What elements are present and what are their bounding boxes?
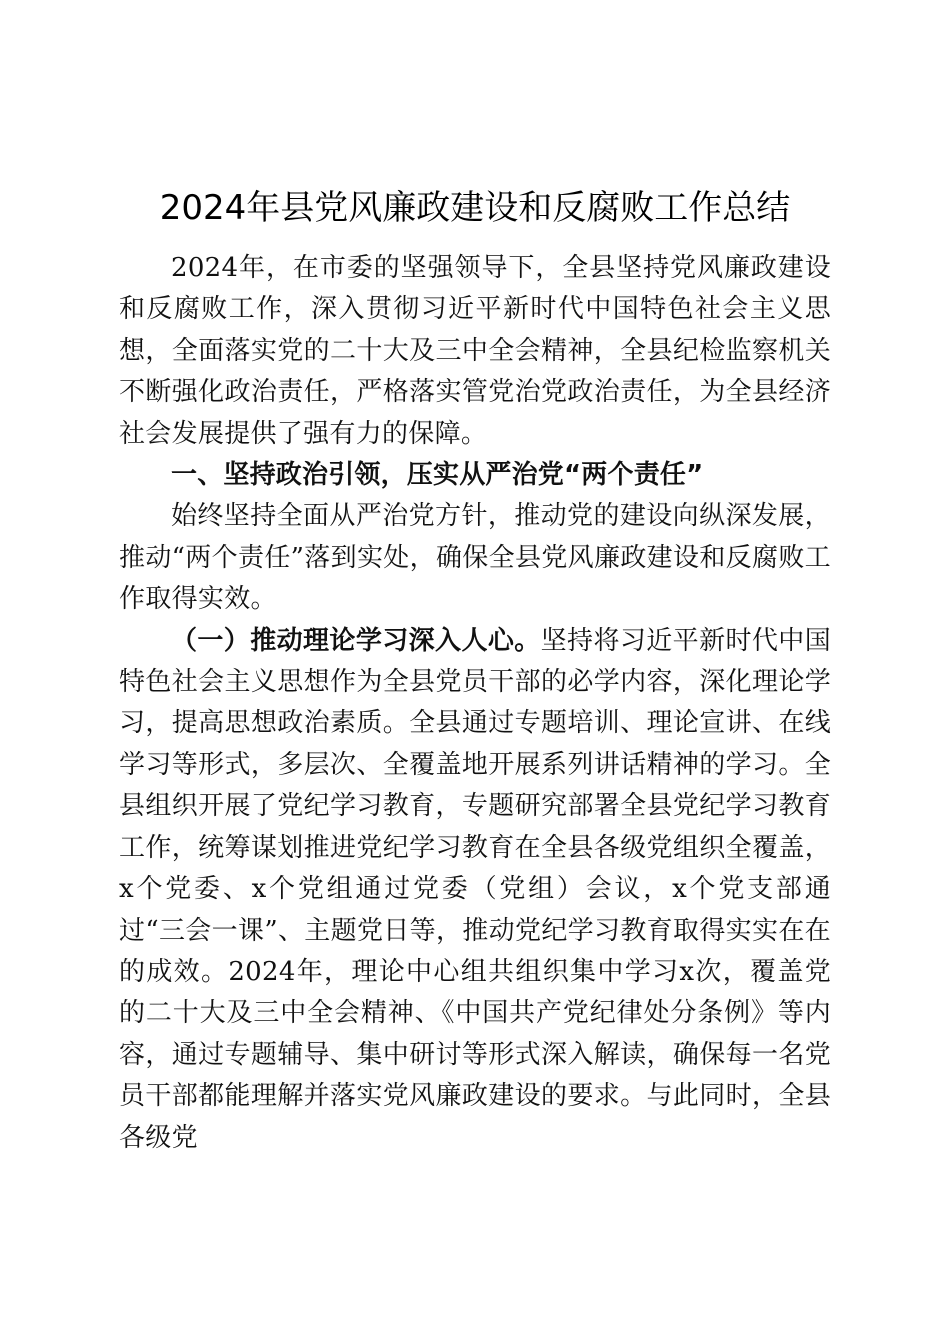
document-title: 2024年县党风廉政建设和反腐败工作总结 [159, 188, 791, 228]
section-heading: 一、坚持政治引领，压实从严治党“两个责任” [171, 460, 704, 491]
subsection-lead: （一）推动理论学习深入人心。 [171, 625, 541, 656]
document-body [119, 248, 831, 1159]
intro-paragraph: 2024年，在市委的坚强领导下，全县坚持党风廉政建设和反腐败工作，深入贯彻习近平新时代中国特色社会主义思想，全面落实党的二十大及三中全会精神，全县纪检监察机关不断强化政治责任，严格落实管党治党政治责任，为全县经济社会发展提供了强有力的保障。 [119, 253, 831, 449]
section-summary-paragraph: 始终坚持全面从严治党方针，推动党的建设向纵深发展，推动“两个责任”落到实处，确保全县党风廉政建设和反腐败工作取得实效。 [119, 501, 831, 615]
subsection-paragraph [119, 621, 831, 1159]
subsection-body: 坚持将习近平新时代中国特色社会主义思想作为全县党员干部的必学内容，深化理论学习，提高思想政治素质。全县通过专题培训、理论宣讲、在线学习等形式，多层次、全覆盖地开展系列讲话精神的学习。全县组织开展了党纪学习教育，专题研究部署全县党纪学习教育工作，统筹谋划推进党纪学习教育在全县各级党组织全覆盖，x个党委、x个党组通过党委（党组）会议，x个党支部通过“三会一课”、主题党日等，推动党纪学习教育取得实实在在的成效。2024年，理论中心组共组织集中学习x次，覆盖党的二十大及三中全会精神、《中国共产党纪律处分条例》等内容，通过专题辅导、集中研讨等形式深入解读，确保每一名党员干部都能理解并落实党风廉政建设的要求。与此同时，全县各级党 [119, 625, 831, 1153]
